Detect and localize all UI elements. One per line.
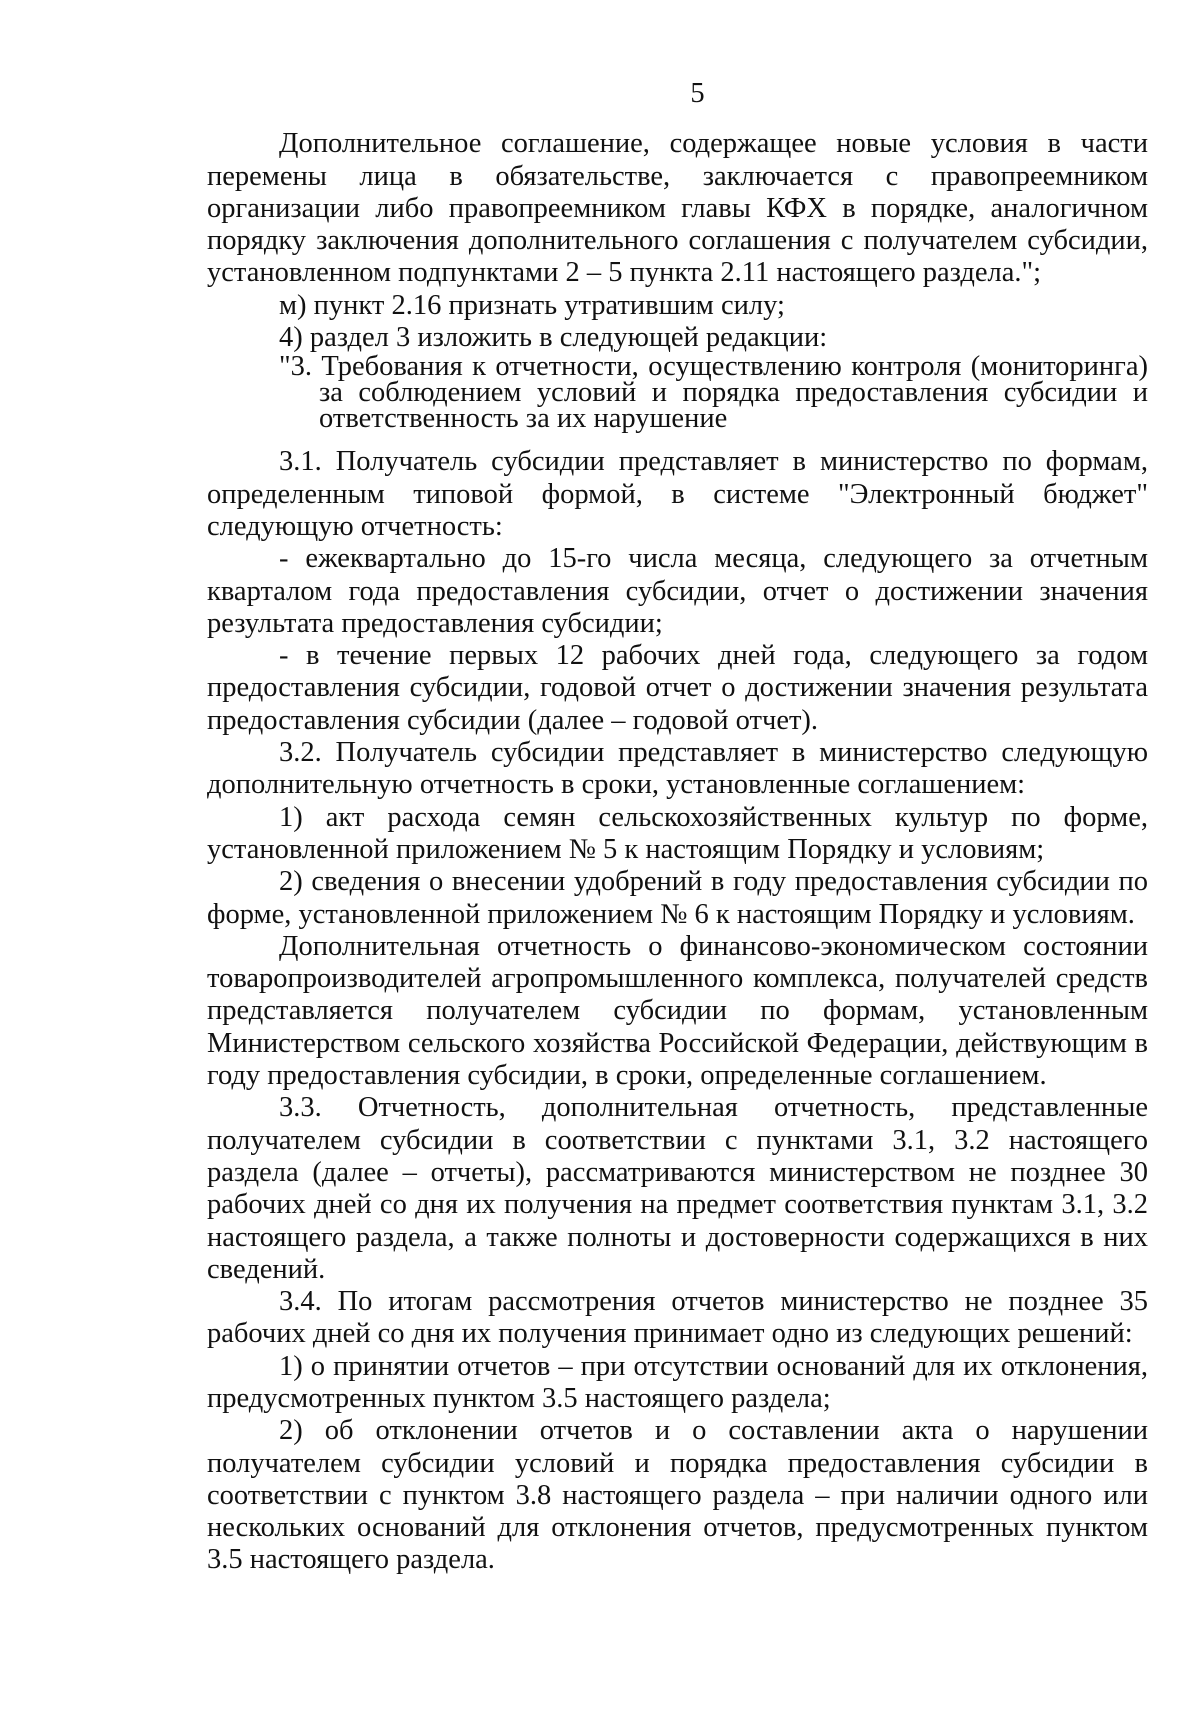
- paragraph-3-3: 3.3. Отчетность, дополнительная отчетность, представленные получателем субсидии в соответствии с пунктами 3.1, 3.2 настоящего раздела (далее – отчеты), рассматриваются министерством не позднее 30 рабочих дней со дня их получения на предмет соответствия пунктам 3.1, 3.2 настоящего раздела, а также полноты и достоверности содержащихся в них сведений.: [207, 1092, 1148, 1285]
- paragraph-3-2-item-1: 1) акт расхода семян сельскохозяйственных культур по форме, установленной приложением № 5 к настоящим Порядку и условиям;: [207, 801, 1148, 865]
- document-page: [207, 78, 1148, 1577]
- paragraph-quarterly-report: - ежеквартально до 15-го числа месяца, следующего за отчетным кварталом года предоставления субсидии, отчет о достижении значения результата предоставления субсидии;: [207, 543, 1148, 639]
- paragraph-3-4-item-2: 2) об отклонении отчетов и о составлении акта о нарушении получателем субсидии условий и порядка предоставления субсидии в соответствии с пунктом 3.8 настоящего раздела – при наличии одного или нескольких оснований для отклонения отчетов, предусмотренных пунктом 3.5 настоящего раздела.: [207, 1415, 1148, 1576]
- paragraph-annual-report: - в течение первых 12 рабочих дней года, следующего за годом предоставления субсидии, годовой отчет о достижении значения результата предоставления субсидии (далее – годовой отчет).: [207, 640, 1148, 736]
- paragraph-3-2-item-2: 2) сведения о внесении удобрений в году предоставления субсидии по форме, установленной приложением № 6 к настоящим Порядку и условиям.: [207, 866, 1148, 930]
- paragraph-3-2: 3.2. Получатель субсидии представляет в министерство следующую дополнительную отчетность в сроки, установленные соглашением:: [207, 737, 1148, 801]
- paragraph-succession-agreement: Дополнительное соглашение, содержащее новые условия в части перемены лица в обязательстве, заключается с правопреемником организации либо правопреемником главы КФХ в порядке, аналогичном порядку заключения дополнительного соглашения с получателем субсидии, установленном подпунктами 2 – 5 пункта 2.11 настоящего раздела.";: [207, 128, 1148, 289]
- paragraph-item-4: 4) раздел 3 изложить в следующей редакции:: [279, 322, 828, 354]
- paragraph-additional-reporting: Дополнительная отчетность о финансово-экономическом состоянии товаропроизводителей агропромышленного комплекса, получателей средств представляется получателем субсидии по формам, установленным Министерством сельского хозяйства Российской Федерации, действующим в году предоставления субсидии, в сроки, определенные соглашением.: [207, 930, 1148, 1092]
- paragraph-3-4-item-1: 1) о принятии отчетов – при отсутствии оснований для их отклонения, предусмотренных пунктом 3.5 настоящего раздела;: [207, 1350, 1148, 1414]
- paragraph-item-m: м) пункт 2.16 признать утратившим силу;: [279, 289, 785, 321]
- page-number: 5: [690, 78, 705, 109]
- paragraph-3-4: 3.4. По итогам рассмотрения отчетов министерство не позднее 35 рабочих дней со дня их получения принимает одно из следующих решений:: [207, 1286, 1148, 1350]
- section-3-heading: "3. Требования к отчетности, осуществлению контроля (мониторинга) за соблюдением условий и порядка предоставления субсидии и ответственность за их нарушение: [279, 351, 1148, 435]
- paragraph-3-1: 3.1. Получатель субсидии представляет в министерство по формам, определенным типовой формой, в системе "Электронный бюджет" следующую отчетность:: [207, 446, 1148, 542]
